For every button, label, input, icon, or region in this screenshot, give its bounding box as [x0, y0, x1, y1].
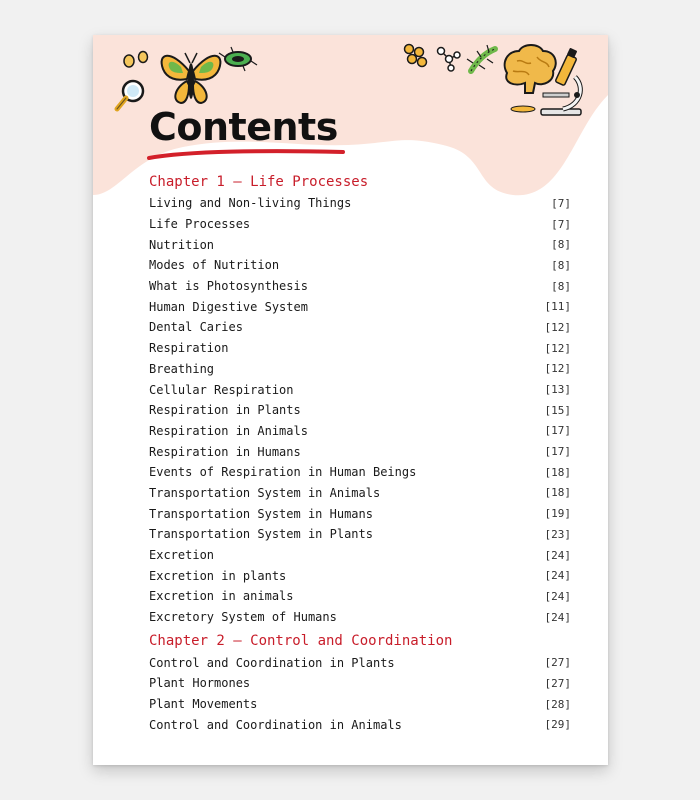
spore-icon: [124, 52, 148, 68]
topic-name: Human Digestive System: [149, 299, 308, 314]
topic-name: Respiration in Humans: [149, 444, 301, 459]
cells-icon: [405, 45, 427, 67]
page-number: [24]: [544, 610, 571, 624]
toc-entry[interactable]: [149, 317, 571, 338]
page-number: [12]: [544, 320, 571, 334]
page-number: [17]: [544, 424, 571, 438]
page-number: [17]: [544, 445, 571, 459]
book-page: [93, 35, 608, 765]
page-number: [11]: [544, 300, 571, 314]
toc-entry[interactable]: [149, 483, 571, 504]
page-number: [24]: [544, 589, 571, 603]
page-number: [15]: [544, 403, 571, 417]
page-number: [8]: [551, 238, 571, 252]
topic-name: Respiration in Animals: [149, 423, 308, 438]
toc-entry[interactable]: [149, 234, 571, 255]
chapter-heading[interactable]: Chapter 2 – Control and Coordination: [149, 633, 453, 650]
topic-name: Breathing: [149, 361, 215, 376]
topic-name: Nutrition: [149, 237, 215, 252]
title-underline: [147, 147, 347, 163]
page-number: [12]: [544, 362, 571, 376]
page-title: Contents: [149, 105, 338, 149]
toc-entry[interactable]: [149, 545, 571, 566]
topic-name: Excretion in animals: [149, 589, 294, 604]
toc-entry[interactable]: [149, 338, 571, 359]
toc-entry[interactable]: [149, 607, 571, 628]
topic-name: Dental Caries: [149, 320, 243, 335]
chapter-1-topics: [149, 193, 571, 627]
chapter-2-topics: [149, 652, 571, 735]
page-number: [12]: [544, 341, 571, 355]
molecule-icon: [438, 48, 461, 72]
topic-name: What is Photosynthesis: [149, 279, 308, 294]
chapter-heading[interactable]: Chapter 1 – Life Processes: [149, 174, 369, 190]
topic-name: Excretion: [149, 548, 215, 563]
toc-entry[interactable]: [149, 503, 571, 524]
page-number: [28]: [544, 697, 571, 711]
topic-name: Life Processes: [149, 217, 251, 232]
toc-entry[interactable]: [149, 379, 571, 400]
toc-entry[interactable]: [149, 565, 571, 586]
page-number: [24]: [544, 569, 571, 583]
topic-name: Plant Hormones: [149, 676, 251, 691]
bacterium-icon: [219, 47, 257, 71]
page-number: [18]: [544, 465, 571, 479]
toc-entry[interactable]: [149, 214, 571, 235]
toc-entry[interactable]: [149, 359, 571, 380]
topic-name: Living and Non-living Things: [149, 196, 352, 211]
brain-icon: [505, 45, 556, 93]
topic-name: Cellular Respiration: [149, 382, 294, 397]
virus-icon: [467, 45, 495, 71]
topic-name: Respiration in Plants: [149, 403, 301, 418]
toc-entry[interactable]: [149, 400, 571, 421]
page-number: [7]: [551, 196, 571, 210]
toc-entry[interactable]: [149, 524, 571, 545]
topic-name: Control and Coordination in Plants: [149, 655, 395, 670]
toc-entry[interactable]: [149, 441, 571, 462]
butterfly-icon: [162, 53, 221, 103]
toc-entry[interactable]: [149, 421, 571, 442]
topic-name: Plant Movements: [149, 697, 258, 712]
page-number: [8]: [551, 258, 571, 272]
table-of-contents: [149, 171, 571, 735]
toc-entry[interactable]: [149, 673, 571, 694]
page-number: [13]: [544, 383, 571, 397]
toc-entry[interactable]: [149, 193, 571, 214]
page-number: [24]: [544, 548, 571, 562]
toc-entry[interactable]: [149, 276, 571, 297]
toc-entry[interactable]: [149, 255, 571, 276]
topic-name: Transportation System in Humans: [149, 506, 373, 521]
topic-name: Modes of Nutrition: [149, 258, 280, 273]
topic-name: Events of Respiration in Human Beings: [149, 465, 417, 480]
topic-name: Transportation System in Animals: [149, 485, 381, 500]
topic-name: Control and Coordination in Animals: [149, 717, 402, 732]
page-number: [23]: [544, 527, 571, 541]
toc-entry[interactable]: [149, 694, 571, 715]
magnifier-icon: [117, 81, 143, 109]
toc-entry[interactable]: [149, 462, 571, 483]
toc-entry[interactable]: [149, 296, 571, 317]
toc-entry[interactable]: [149, 652, 571, 673]
page-number: [19]: [544, 507, 571, 521]
topic-name: Excretion in plants: [149, 568, 287, 583]
toc-entry[interactable]: [149, 586, 571, 607]
topic-name: Excretory System of Humans: [149, 610, 337, 625]
page-number: [18]: [544, 486, 571, 500]
page-number: [8]: [551, 279, 571, 293]
page-number: [7]: [551, 217, 571, 231]
page-number: [29]: [544, 718, 571, 732]
topic-name: Transportation System in Plants: [149, 527, 373, 542]
topic-name: Respiration: [149, 341, 229, 356]
page-number: [27]: [544, 676, 571, 690]
page-number: [27]: [544, 656, 571, 670]
toc-entry[interactable]: [149, 715, 571, 736]
